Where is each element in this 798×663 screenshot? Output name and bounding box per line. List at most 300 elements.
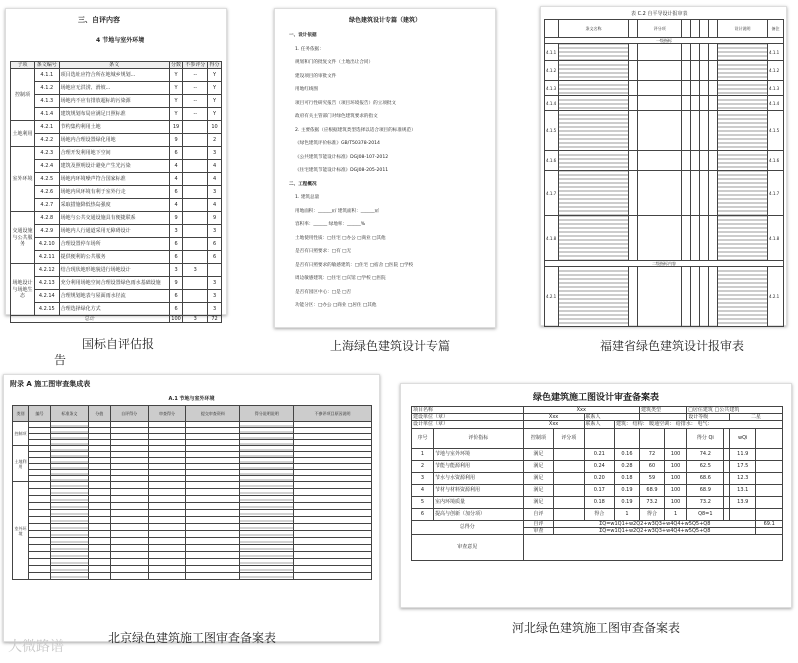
- panel-hebei-review: [400, 383, 792, 608]
- clause-number: 4.2.5: [35, 173, 60, 186]
- clause-text: 合理设置停车场所: [59, 238, 169, 251]
- clause-text: 充分利用场地空间合理设置绿色雨水基础设施: [59, 277, 169, 290]
- table-cell: [110, 482, 148, 489]
- table-cell: [110, 503, 148, 510]
- table-row: [13, 538, 372, 545]
- table-row: [13, 531, 372, 538]
- caption-fujian-text: 福建省绿色建筑设计报审表: [599, 339, 744, 353]
- watermark: [8, 636, 64, 656]
- table-cell: [240, 503, 294, 510]
- opinion-row: [412, 535, 783, 561]
- table-cell: [186, 573, 240, 580]
- column-header: 设计说明: [718, 20, 768, 38]
- score-cell: [700, 44, 709, 61]
- not-applicable-score: [183, 173, 208, 186]
- caption-national-2: [50, 351, 70, 368]
- table-row: [11, 186, 222, 199]
- column-header: [614, 428, 639, 448]
- score: 9: [169, 134, 183, 147]
- clause-number: 4.1.3: [545, 81, 559, 96]
- body-line: 土地使用性质：□住宅 □办公 □商业 □其他: [295, 235, 386, 241]
- table-row: [13, 573, 372, 580]
- table-cell: [756, 484, 783, 496]
- table-cell: [186, 566, 240, 573]
- info-value: Xxx: [523, 407, 639, 414]
- body-line: 1. 任务依据：: [295, 46, 324, 52]
- not-applicable-score: 3: [183, 264, 208, 277]
- score-cell: [691, 61, 700, 81]
- score: Y: [169, 108, 183, 121]
- table-row: [11, 251, 222, 264]
- table-row: [13, 482, 372, 489]
- control-status: 满足: [523, 472, 553, 484]
- clause-number: 4.2.7: [35, 199, 60, 212]
- table-cell: [50, 524, 88, 531]
- score-cell: [700, 267, 709, 327]
- table-row: [13, 517, 372, 524]
- panel-shanghai-design: [274, 8, 496, 328]
- remark: 4.1.1: [768, 44, 784, 61]
- weighted-score: 13.1: [730, 484, 756, 496]
- table-row: [545, 81, 784, 96]
- weight-public: 0.18: [614, 472, 639, 484]
- weighted-score: 13.9: [730, 496, 756, 508]
- column-header: 得分: [209, 62, 220, 68]
- clause-number: 4.1.4: [35, 108, 60, 121]
- table-cell: [50, 552, 88, 559]
- score-cell: [709, 111, 718, 151]
- score-cell: [637, 216, 682, 261]
- qi-score: 68.6: [687, 472, 724, 484]
- score-cell: [682, 81, 691, 96]
- self-label: 自评: [523, 520, 553, 527]
- clause-number: 4.2.1: [35, 121, 60, 134]
- table-cell: [756, 496, 783, 508]
- actual-score: 得合: [639, 508, 664, 520]
- table-cell: [240, 531, 294, 538]
- table-cell: [240, 566, 294, 573]
- clause-text: 建筑及照明设计避免产生光污染: [59, 160, 169, 173]
- column-header: 不参评分: [183, 62, 208, 69]
- table-cell: [110, 531, 148, 538]
- table-cell: [29, 517, 51, 524]
- obtained-score: 6: [208, 251, 222, 264]
- body-line: 用地面积：______㎡ 建筑面积：______㎡: [295, 208, 380, 214]
- table-cell: [240, 559, 294, 566]
- table-cell: [110, 573, 148, 580]
- panel-national-self-assessment: [5, 8, 227, 323]
- table-row: [11, 82, 222, 95]
- column-header: 条文: [59, 62, 169, 69]
- row-number: 6: [412, 508, 434, 520]
- body-line: 项目可行性研究报告（项目环境报告）的立项批文: [295, 100, 397, 106]
- caption-fujian: [582, 337, 762, 354]
- p3-header: 表 C.2 自平导设计报审表: [631, 11, 688, 17]
- group-label: 控制项: [11, 69, 35, 121]
- clause-number: 4.2.6: [35, 186, 60, 199]
- indicator-name: 节水与水资源利用: [434, 472, 524, 484]
- table-cell: [148, 496, 186, 503]
- design-note: [718, 44, 768, 61]
- body-line: 周边敏感建筑：□住宅 □宾馆 □学校 □医院: [295, 276, 386, 281]
- obtained-score: 9: [208, 212, 222, 225]
- column-header: [691, 20, 700, 38]
- clause-number: 4.2.15: [35, 303, 60, 316]
- score-cell: [709, 151, 718, 171]
- column-header: 得分说明说明: [240, 406, 294, 422]
- group-label: 控制项: [13, 422, 29, 446]
- remark: 4.1.8: [768, 216, 784, 261]
- column-header: [584, 428, 614, 448]
- body-line: 二、工程概况: [289, 181, 317, 187]
- clause-text: 结合现状地形地貌进行场地设计: [59, 264, 169, 277]
- table-row: [13, 566, 372, 573]
- score-cell: [637, 96, 682, 111]
- group-label: 土地利用: [13, 446, 29, 482]
- design-note: [718, 216, 768, 261]
- remark: 4.1.6: [768, 151, 784, 171]
- column-header: 类别: [13, 406, 29, 422]
- column-header: 备注: [768, 20, 784, 38]
- table-cell: [88, 559, 110, 566]
- total-value: 3: [183, 316, 208, 323]
- total-row: [412, 520, 783, 527]
- info-label: 建筑类型: [639, 407, 686, 414]
- score-cell: [682, 151, 691, 171]
- clause-number: 4.2.13: [35, 277, 60, 290]
- table-row: [11, 212, 222, 225]
- weight-residential: 0.20: [584, 472, 614, 484]
- qi-score: 73.2: [687, 496, 724, 508]
- applicable-score: 1: [664, 508, 686, 520]
- table-row: [13, 496, 372, 503]
- body-line: 是否有园区中心：□是 □否: [295, 289, 352, 295]
- score: Y: [169, 95, 183, 108]
- score: 4: [169, 160, 183, 173]
- info-value: Xxx: [523, 414, 584, 421]
- table-cell: [554, 472, 584, 484]
- body-line: 建设项目的审批文件: [295, 73, 337, 79]
- opinion-value: [523, 535, 782, 561]
- total-value: 100: [169, 316, 183, 323]
- table-cell: [148, 573, 186, 580]
- applicable-score: 100: [664, 496, 686, 508]
- table-cell: [294, 482, 372, 489]
- clause-number: 4.2.8: [35, 212, 60, 225]
- table-cell: [50, 496, 88, 503]
- clause-text: 场地内不应有排放超标的污染源: [59, 95, 169, 108]
- clause-text: 项目选址应符合所在地城乡规划...: [59, 69, 169, 82]
- control-status: 满足: [523, 448, 553, 460]
- clause-number: 4.1.8: [545, 216, 559, 261]
- table-row: [545, 44, 784, 61]
- score: 4: [169, 199, 183, 212]
- indicator-name: 室内环境质量: [434, 496, 524, 508]
- table-cell: [148, 559, 186, 566]
- column-header: 子项: [11, 62, 35, 69]
- total-label: 总得分: [412, 520, 524, 534]
- column-header: 控制项: [523, 428, 553, 448]
- table-cell: [110, 489, 148, 496]
- table-cell: [294, 517, 372, 524]
- table-cell: [294, 503, 372, 510]
- body-line: 《绿色建筑评价标准》GB/T50378-2014: [295, 141, 380, 146]
- table-row: [11, 134, 222, 147]
- score-cell: [629, 216, 638, 261]
- table-cell: [554, 508, 584, 520]
- obtained-score: 3: [208, 277, 222, 290]
- table-cell: [88, 545, 110, 552]
- not-applicable-score: [183, 199, 208, 212]
- not-applicable-score: [183, 225, 208, 238]
- score-cell: [691, 81, 700, 96]
- score-cell: [691, 216, 700, 261]
- remark: 4.1.2: [768, 61, 784, 81]
- body-line: 《住宅建筑节能设计标准》DGJ08-205-2011: [295, 168, 389, 173]
- p5-title: 绿色建筑施工图设计审查备案表: [532, 393, 659, 403]
- total-label: 总计: [11, 316, 170, 323]
- group-label: 室外环境: [13, 482, 29, 580]
- weight-residential: 0.21: [584, 448, 614, 460]
- design-note: [718, 151, 768, 171]
- table-cell: [240, 496, 294, 503]
- obtained-score: 3: [208, 303, 222, 316]
- remark: 4.1.4: [768, 96, 784, 111]
- clause-number: 4.1.6: [545, 151, 559, 171]
- score-row: [412, 448, 783, 460]
- table-cell: [50, 559, 88, 566]
- table-cell: [88, 503, 110, 510]
- formula: ΣQ=w1Q1+w2Q2+w3Q3+w4Q4+w5Q5+Q8: [554, 527, 756, 534]
- qi-score: 68.9: [687, 484, 724, 496]
- p4-table: [12, 405, 372, 580]
- clause-text: [559, 44, 629, 61]
- design-note: [718, 171, 768, 216]
- control-status: 自评: [523, 508, 553, 520]
- table-cell: [756, 508, 783, 520]
- info-value: □居住建筑 □公共建筑: [687, 407, 783, 414]
- p3-subtitle: 二级指标内容: [545, 261, 784, 267]
- clause-text: 合理选择绿化方式: [59, 303, 169, 316]
- column-header: 自评得分: [110, 406, 148, 422]
- panel-fujian-review: [540, 6, 787, 326]
- body-line: 一、设计依据: [289, 33, 317, 38]
- weight-residential: 0.24: [584, 460, 614, 472]
- clause-number: 4.2.1: [545, 267, 559, 327]
- clause-text: [559, 96, 629, 111]
- not-applicable-score: [183, 186, 208, 199]
- table-cell: [148, 489, 186, 496]
- column-header: 标准条文: [50, 406, 88, 422]
- table-cell: [50, 566, 88, 573]
- qi-score: Q8=1: [687, 508, 724, 520]
- table-row: [11, 69, 222, 82]
- table-cell: [294, 496, 372, 503]
- score-cell: [637, 44, 682, 61]
- obtained-score: Y: [208, 82, 222, 95]
- caption-national: [48, 335, 188, 352]
- qi-score: 62.5: [687, 460, 724, 472]
- clause-text: 场地内风环境有利于室外行走: [59, 186, 169, 199]
- table-row: [545, 61, 784, 81]
- table-cell: [148, 552, 186, 559]
- not-applicable-score: [183, 121, 208, 134]
- design-note: [718, 96, 768, 111]
- body-line: 容积率：______ 绿地率：______%: [295, 222, 366, 227]
- clause-number: 4.2.2: [35, 134, 60, 147]
- caption-shanghai-text: 上海绿色建筑设计专篇: [329, 339, 450, 353]
- table-cell: [148, 538, 186, 545]
- score-cell: [691, 171, 700, 216]
- table-row: [545, 216, 784, 261]
- table-cell: [110, 552, 148, 559]
- not-applicable-score: --: [183, 82, 208, 95]
- info-label: 建设单位（章）: [412, 414, 524, 421]
- table-row: [11, 264, 222, 277]
- table-row: [11, 121, 222, 134]
- design-note: [718, 81, 768, 96]
- table-cell: [29, 503, 51, 510]
- weight-public: 0.16: [614, 448, 639, 460]
- p1-header-row: [11, 62, 222, 69]
- group-label: 土地利用: [11, 121, 35, 147]
- clause-number: 4.2.12: [35, 264, 60, 277]
- table-cell: [50, 503, 88, 510]
- obtained-score: 4: [208, 199, 222, 212]
- row-number: 4: [412, 484, 434, 496]
- column-header: 不参评项目原因说明: [294, 406, 372, 422]
- applicable-score: 100: [664, 460, 686, 472]
- design-note: [718, 111, 768, 151]
- caption-hebei-text: 河北绿色建筑施工图审查备案表: [511, 621, 680, 635]
- table-cell: [29, 545, 51, 552]
- score-row: [412, 496, 783, 508]
- watermark-text: 大微路谱: [8, 639, 64, 655]
- p4-title: 附录 A 施工图审查集成表: [10, 380, 91, 388]
- info-label: 设计等级: [687, 414, 730, 421]
- table-row: [11, 238, 222, 251]
- table-row: [13, 524, 372, 531]
- table-row: [13, 545, 372, 552]
- table-cell: [88, 552, 110, 559]
- column-header: 序号: [412, 428, 434, 448]
- indicator-name: 节能与能源利用: [434, 460, 524, 472]
- control-status: 满足: [523, 496, 553, 508]
- obtained-score: 3: [208, 290, 222, 303]
- obtained-score: 3: [208, 147, 222, 160]
- weighted-score: 11.9: [730, 448, 756, 460]
- remark: 4.2.1: [768, 267, 784, 327]
- body-line: 《公共建筑节能设计标准》DGJ08-107-2012: [295, 154, 389, 160]
- qi-score: 74.2: [687, 448, 724, 460]
- column-header: 分值: [88, 406, 110, 422]
- score: 4: [169, 173, 183, 186]
- table-cell: [186, 531, 240, 538]
- table-cell: [29, 531, 51, 538]
- remark: 4.1.3: [768, 81, 784, 96]
- column-header: 评价指标: [434, 428, 524, 448]
- score: 6: [169, 147, 183, 160]
- score-cell: [709, 61, 718, 81]
- table-row: [11, 290, 222, 303]
- clause-number: 4.1.2: [35, 82, 60, 95]
- column-header: 评分项: [554, 428, 584, 448]
- column-header: [682, 20, 691, 38]
- clause-text: [559, 171, 629, 216]
- clause-text: 节约集约利用土地: [59, 121, 169, 134]
- score: Y: [169, 82, 183, 95]
- score-cell: [691, 96, 700, 111]
- column-header: 得分 Qi: [687, 428, 724, 448]
- score-cell: [637, 171, 682, 216]
- table-cell: [50, 573, 88, 580]
- indicator-name: 节地与室外环境: [434, 448, 524, 460]
- clause-text: [559, 61, 629, 81]
- score-cell: [682, 96, 691, 111]
- table-cell: [148, 545, 186, 552]
- column-header: [756, 428, 783, 448]
- table-cell: [50, 538, 88, 545]
- caption-beijing: [102, 629, 282, 646]
- table-cell: [294, 510, 372, 517]
- info-value: 建筑： 结构： 暖通空调： 给排水： 电气：: [614, 421, 782, 428]
- actual-score: 60: [639, 460, 664, 472]
- group-label: 室外环境: [11, 147, 35, 212]
- table-cell: [240, 538, 294, 545]
- table-cell: [29, 524, 51, 531]
- table-row: [11, 303, 222, 316]
- p4-table-title: A.1 节地与室外环境: [168, 396, 215, 402]
- column-header: [545, 20, 559, 38]
- score: 6: [169, 251, 183, 264]
- body-line: 1. 建筑总量: [295, 195, 320, 200]
- score-row: [412, 460, 783, 472]
- not-applicable-score: [183, 251, 208, 264]
- clause-text: [559, 151, 629, 171]
- total-value: 72: [208, 316, 222, 323]
- total-row: [11, 316, 222, 323]
- group-label: 交通设施与公共服务: [11, 212, 35, 264]
- score: 3: [169, 264, 183, 277]
- score: 3: [169, 225, 183, 238]
- p3-header-row: [545, 20, 784, 38]
- table-cell: [50, 531, 88, 538]
- info-label: 联系人: [584, 421, 614, 428]
- clause-text: 合理规划地表与屋面雨水径流: [59, 290, 169, 303]
- actual-score: 73.2: [639, 496, 664, 508]
- table-cell: [240, 517, 294, 524]
- clause-text: [559, 81, 629, 96]
- table-cell: [240, 489, 294, 496]
- table-cell: [240, 524, 294, 531]
- table-cell: [50, 545, 88, 552]
- obtained-score: Y: [208, 69, 222, 82]
- table-cell: [88, 482, 110, 489]
- clause-text: 提供便利的公共服务: [59, 251, 169, 264]
- table-cell: [186, 538, 240, 545]
- table-row: [11, 147, 222, 160]
- not-applicable-score: [183, 238, 208, 251]
- table-row: [545, 267, 784, 327]
- score-row: [412, 484, 783, 496]
- panel-beijing-review: [3, 374, 380, 642]
- table-cell: [29, 496, 51, 503]
- body-line: 功能分区：□办公 □商业 □居住 □其他: [295, 303, 377, 308]
- table-cell: [756, 460, 783, 472]
- remark: 4.1.7: [768, 171, 784, 216]
- score: 6: [169, 186, 183, 199]
- clause-number: 4.1.4: [545, 96, 559, 111]
